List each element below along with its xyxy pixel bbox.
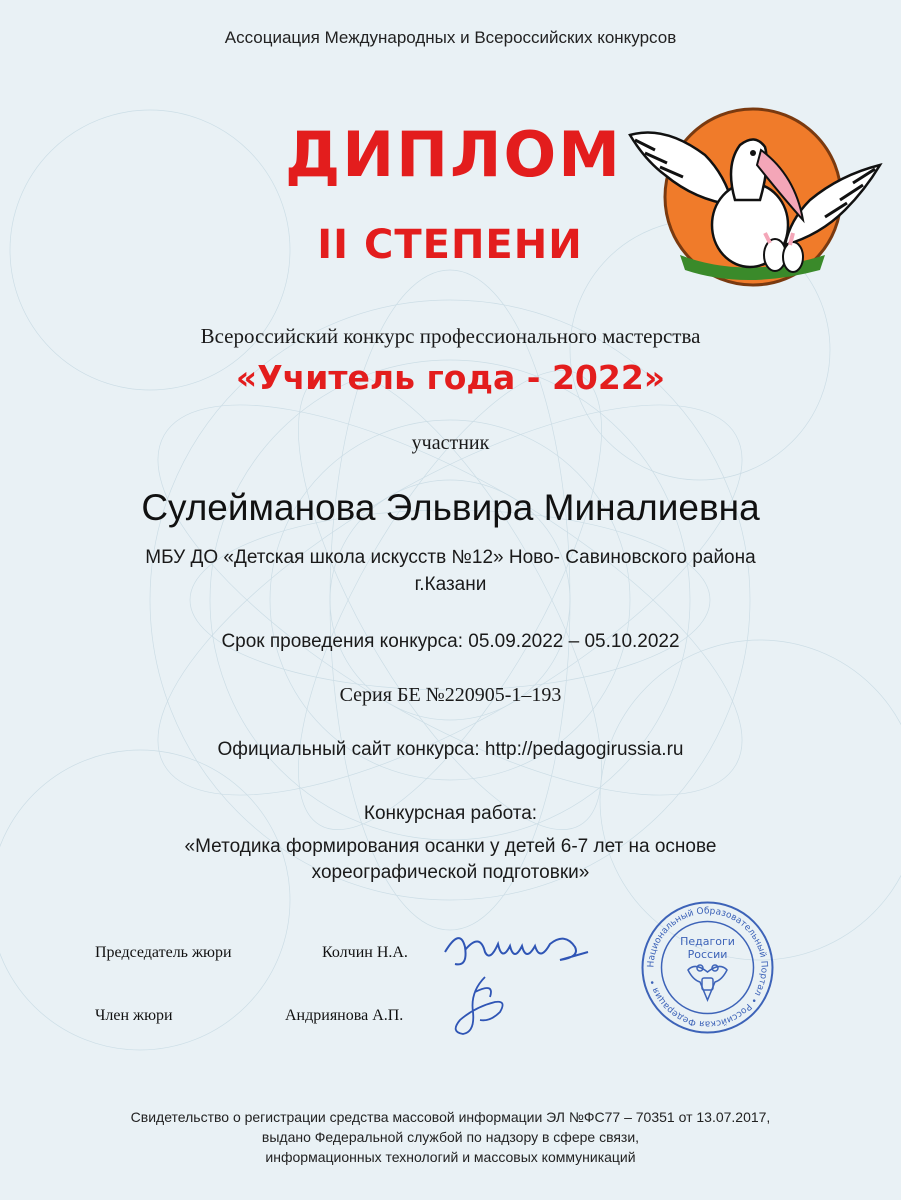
contest-period: Срок проведения конкурса: 05.09.2022 – 05.10.2022 bbox=[221, 631, 680, 652]
contest-description: Всероссийский конкурс профессионального мастерства bbox=[200, 324, 701, 348]
participant-organization-line1: МБУ ДО «Детская школа искусств №12» Ново- Савиновского района bbox=[145, 547, 756, 568]
jury-chair-name: Колчин Н.А. bbox=[322, 944, 408, 961]
footer-line1: Свидетельство о регистрации средства массовой информации ЭЛ №ФС77 – 70351 от 13.07.2017, bbox=[130, 1109, 771, 1125]
jury-chair-label: Председатель жюри bbox=[95, 944, 232, 961]
stamp-inner-top: Педагоги bbox=[680, 935, 735, 948]
chair-signature bbox=[440, 922, 590, 977]
contest-website: Официальный сайт конкурса: http://pedagogirussia.ru bbox=[217, 739, 684, 760]
stamp-outer-text: Национальный Образовательный Портал • Российская Федерация • bbox=[646, 906, 769, 1029]
work-title-line1: «Методика формирования осанки у детей 6-7 лет на основе bbox=[184, 836, 717, 857]
footer-line2: выдано Федеральной службой по надзору в сфере связи, bbox=[261, 1129, 640, 1145]
diploma-series: Серия БЕ №220905-1–193 bbox=[339, 684, 562, 706]
registration-footer bbox=[0, 1107, 901, 1167]
work-title-line2: хореографической подготовки» bbox=[311, 862, 590, 883]
stamp-inner-bottom: России bbox=[687, 948, 728, 961]
diploma-title: ДИПЛОМ bbox=[285, 118, 622, 191]
jury-member-label: Член жюри bbox=[95, 1007, 173, 1024]
member-signature bbox=[445, 972, 515, 1042]
footer-line3: информационных технологий и массовых коммуникаций bbox=[265, 1149, 636, 1165]
official-stamp-icon bbox=[640, 900, 775, 1035]
jury-member-name: Андриянова А.П. bbox=[285, 1007, 404, 1024]
organizer-header: Ассоциация Международных и Всероссийских конкурсов bbox=[224, 28, 677, 47]
diploma-degree: II СТЕПЕНИ bbox=[317, 222, 583, 268]
participant-organization-line2: г.Казани bbox=[414, 574, 487, 595]
participant-role: участник bbox=[411, 432, 490, 454]
contest-name: «Учитель года - 2022» bbox=[235, 358, 666, 397]
pelican-logo-icon bbox=[625, 105, 885, 290]
participant-name: Сулейманова Эльвира Миналиевна bbox=[141, 487, 760, 528]
work-label: Конкурсная работа: bbox=[363, 803, 538, 824]
